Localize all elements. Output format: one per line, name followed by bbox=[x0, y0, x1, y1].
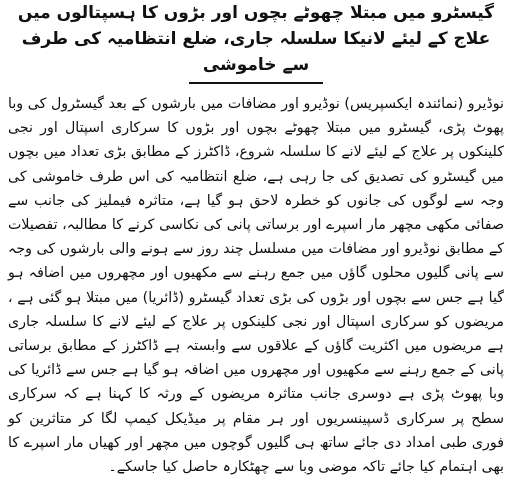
news-article bbox=[6, 0, 506, 494]
article-body: نوڈیرو (نمائندہ ایکسپریس) نوڈیرو اور مضافات میں بارشوں کے بعد گیسٹرول کی وبا پھوٹ پڑی، گیسٹرو میں مبتلا چھوٹے بچوں اور بڑوں کا سرکاری اسپتال اور نجی کلینکوں پر علاج کے لیئے لانے کا سلسلہ شروع، ڈاکٹرز کے مطابق بڑی تعداد میں بچوں میں گیسٹرو کی تصدیق کی جا رہی ہے، ضلع انتظامیہ کی اس طرف خاموشی کی وجہ سے لوگوں کی جانوں کو خطرہ لاحق ہو گیا ہے، متاثرہ فیملیز کی جانب سے صفائی مکھی مچھر مار اسپرے اور برساتی پانی کی نکاسی کرنے کا مطالبہ، تفصیلات کے مطابق نوڈیرو اور مضافات میں مسلسل چند روز سے ہونے والی بارشوں کی وجہ سے پانی گلیوں محلوں گاؤں میں جمع رہنے سے مکھیوں اور مچھروں میں اضافہ ہو گیا ہے جس سے بچوں اور بڑوں کی بڑی تعداد گیسٹرو (ڈائریا) میں مبتلا ہو گئی ہے ، مریضوں کو سرکاری اسپتال اور نجی کلینکوں پر علاج کے لیئے لانے کا سلسلہ جاری ہے مریضوں میں اکثریت گاؤں کے علاقوں سے وابستہ ہے ڈاکٹرز کے مطابق برساتی پانی کے جمع رہنے سے مکھیوں اور مچھروں میں اضافہ ہو گیا ہے جس سے ڈائریا کی وبا پھوٹ پڑی ہے دوسری جانب متاثرہ مریضوں کے ورثہ کا کہنا ہے کہ سرکاری سطح پر سرکاری ڈسپینسریوں اور ہر مقام پر میڈیکل کیمپ لگا کر متاثرین کو فوری طبی امداد دی جائے ساتھ ہی گلیوں گوچوں میں مچھر اور کھیاں مار اسپرے کا بھی اہتمام کیا جائے تاکہ موضی وبا سے چھٹکارہ حاصل کیا جاسکے۔ bbox=[8, 96, 504, 476]
headline-divider bbox=[189, 82, 323, 84]
article-headline: گیسٹرو میں مبتلا چھوٹے بچوں اور بڑوں کا ہسپتالوں میں علاج کے لیئے لانیکا سلسلہ جاری، ضلع انتظامیہ کی طرف سے خاموشی bbox=[17, 3, 495, 75]
